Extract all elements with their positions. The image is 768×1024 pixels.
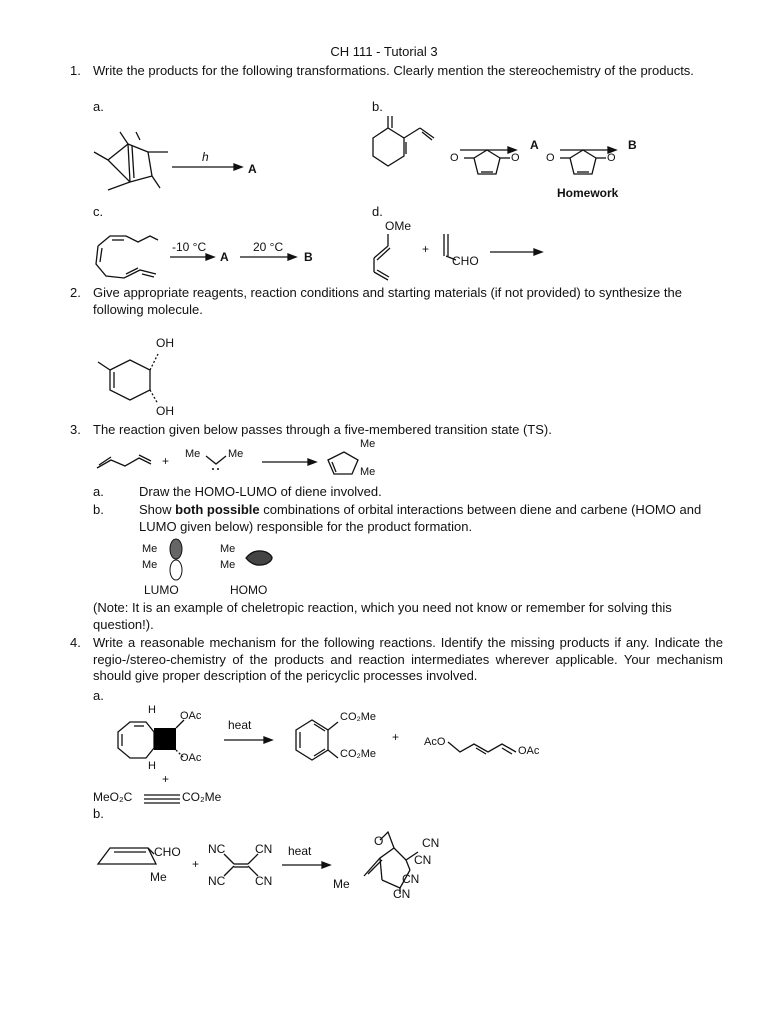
q2-number: 2. [70, 285, 81, 300]
q4b-product-cn-1: CN [422, 836, 440, 850]
q4a-aco-label: AcO [424, 736, 446, 748]
q3-a-text: Draw the HOMO-LUMO of diene involved. [139, 484, 382, 499]
homo-orbital [244, 546, 280, 570]
q2-oh-top: OH [156, 336, 174, 350]
q3-cyclopentene-structure [322, 448, 364, 478]
page-title: CH 111 - Tutorial 3 [330, 44, 438, 59]
q1-label-a: a. [93, 99, 104, 114]
q4a-co2me-2: CO₂Me [340, 748, 377, 760]
q4a-meo2c-label: MeO₂C [93, 790, 133, 804]
q1c-condition-2: 20 °C [253, 240, 284, 254]
q4b-cn-1: CN [255, 842, 273, 856]
q2-text: Give appropriate reagents, reaction conditions and starting materials (if not provided) to synthesize the following molecule. [93, 285, 682, 317]
q4-text: Write a reasonable mechanism for the following reactions. Identify the missing products if any. Indicate the regio-/stereo-chemistry of the products and reaction intermediates wherever applicable. Your mechanism should give proper description of the pericyclic processes involved. [93, 635, 723, 683]
q4b-product-cn-3: CN [402, 872, 420, 886]
q1-text: Write the products for the following transformations. Clearly mention the stereochemistry of the products. [93, 63, 694, 78]
lumo-me-1: Me [142, 543, 158, 555]
q1c-product-b: B [304, 250, 313, 264]
q1c-condition-1: -10 °C [172, 240, 207, 254]
q1b-o-label-2: O [511, 152, 520, 164]
q3-butadiene-structure [95, 452, 155, 472]
q4a-h-top: H [148, 704, 156, 716]
q3-text: The reaction given below passes through a five-membered transition state (TS). [93, 422, 552, 437]
q4a-alkyne [144, 792, 184, 806]
homo-label: HOMO [230, 583, 268, 597]
q1d-ome-label: OMe [385, 219, 412, 233]
q4-label-a: a. [93, 688, 104, 703]
homo-me-2: Me [220, 559, 236, 571]
q4a-co2me-3: CO₂Me [182, 790, 222, 804]
q1d-arrow [490, 247, 542, 257]
q1-number: 1. [70, 63, 81, 78]
q4a-product-phthalate [290, 716, 346, 766]
q4b-cn-2: CN [255, 874, 273, 888]
q3-me-2: Me [228, 448, 244, 460]
q4b-nc-1: NC [208, 842, 226, 856]
q4b-nc-2: NC [208, 874, 226, 888]
lumo-me-2: Me [142, 559, 158, 571]
q3-product-me-2: Me [360, 466, 376, 478]
q3-arrow [262, 457, 316, 467]
q1b-o-label-1: O [450, 152, 459, 164]
q1-label-d: d. [372, 204, 383, 219]
q3-number: 3. [70, 422, 81, 437]
q4b-product-me: Me [333, 877, 350, 891]
q1a-bicyclic-structure [90, 130, 180, 200]
q1b-homework-label: Homework [557, 186, 619, 200]
q4-number: 4. [70, 635, 81, 650]
q4a-h-bottom: H [148, 760, 156, 772]
q4b-cho-label: CHO [154, 845, 181, 859]
q1b-diene-structure [368, 116, 443, 172]
q1d-cho-label: CHO [452, 254, 479, 268]
q1c-product-a: A [220, 250, 229, 264]
q3-label-a: a. [93, 484, 104, 499]
q1b-product-a: A [530, 138, 539, 152]
q3-plus: + [162, 454, 170, 468]
q1-label-b: b. [372, 99, 383, 114]
q4b-product-cn-4: CN [393, 887, 411, 901]
q3-me-1: Me [185, 448, 201, 460]
q4a-arrow [224, 735, 272, 745]
q1a-hv-label: h [202, 150, 209, 164]
q3-product-me-1: Me [360, 438, 376, 450]
q1d-diene-structure [368, 234, 398, 284]
q1b-o-label-3: O [546, 152, 555, 164]
q4a-diene-diacetate [446, 734, 522, 756]
q1b-o-label-4: O [607, 152, 616, 164]
q1-label-c: c. [93, 204, 104, 219]
q4a-co2me-1: CO₂Me [340, 711, 377, 723]
q2-oh-bottom: OH [156, 404, 174, 418]
q4a-heat-label: heat [228, 718, 252, 732]
q3-note: (Note: It is an example of cheletropic reaction, which you need not know or remember for solving this question!). [93, 600, 672, 632]
q3-b-text: Show both possible combinations of orbital interactions between diene and carbene (HOMO and LUMO given below) responsible for the product formation. [139, 502, 702, 534]
q3-carbene-structure [204, 452, 232, 472]
q4a-oac-top: OAc [180, 710, 202, 722]
lumo-orbital [164, 538, 188, 582]
q4a-oac-bottom: OAc [180, 752, 202, 764]
q1c-polyene-structure [92, 230, 164, 282]
q4-label-b: b. [93, 806, 104, 821]
q4b-product-cn-2: CN [414, 853, 432, 867]
q1a-product-a: A [248, 162, 257, 176]
lumo-label: LUMO [144, 583, 179, 597]
q1d-plus: + [422, 242, 430, 256]
q4b-heat-label: heat [288, 844, 312, 858]
q4b-me-label: Me [150, 870, 167, 884]
q1b-product-b: B [628, 138, 637, 152]
q4b-arrow [282, 860, 330, 870]
q4a-plus-1: + [162, 772, 170, 786]
q3-label-b: b. [93, 502, 104, 517]
q4a-plus-2: + [392, 730, 400, 744]
q2-target-molecule [92, 350, 172, 408]
q4a-oac-label: OAc [518, 745, 540, 757]
q4b-cyclohexene-structure [96, 842, 162, 868]
q4b-plus: + [192, 857, 200, 871]
homo-me-1: Me [220, 543, 236, 555]
q4b-o-label: O [374, 834, 384, 848]
